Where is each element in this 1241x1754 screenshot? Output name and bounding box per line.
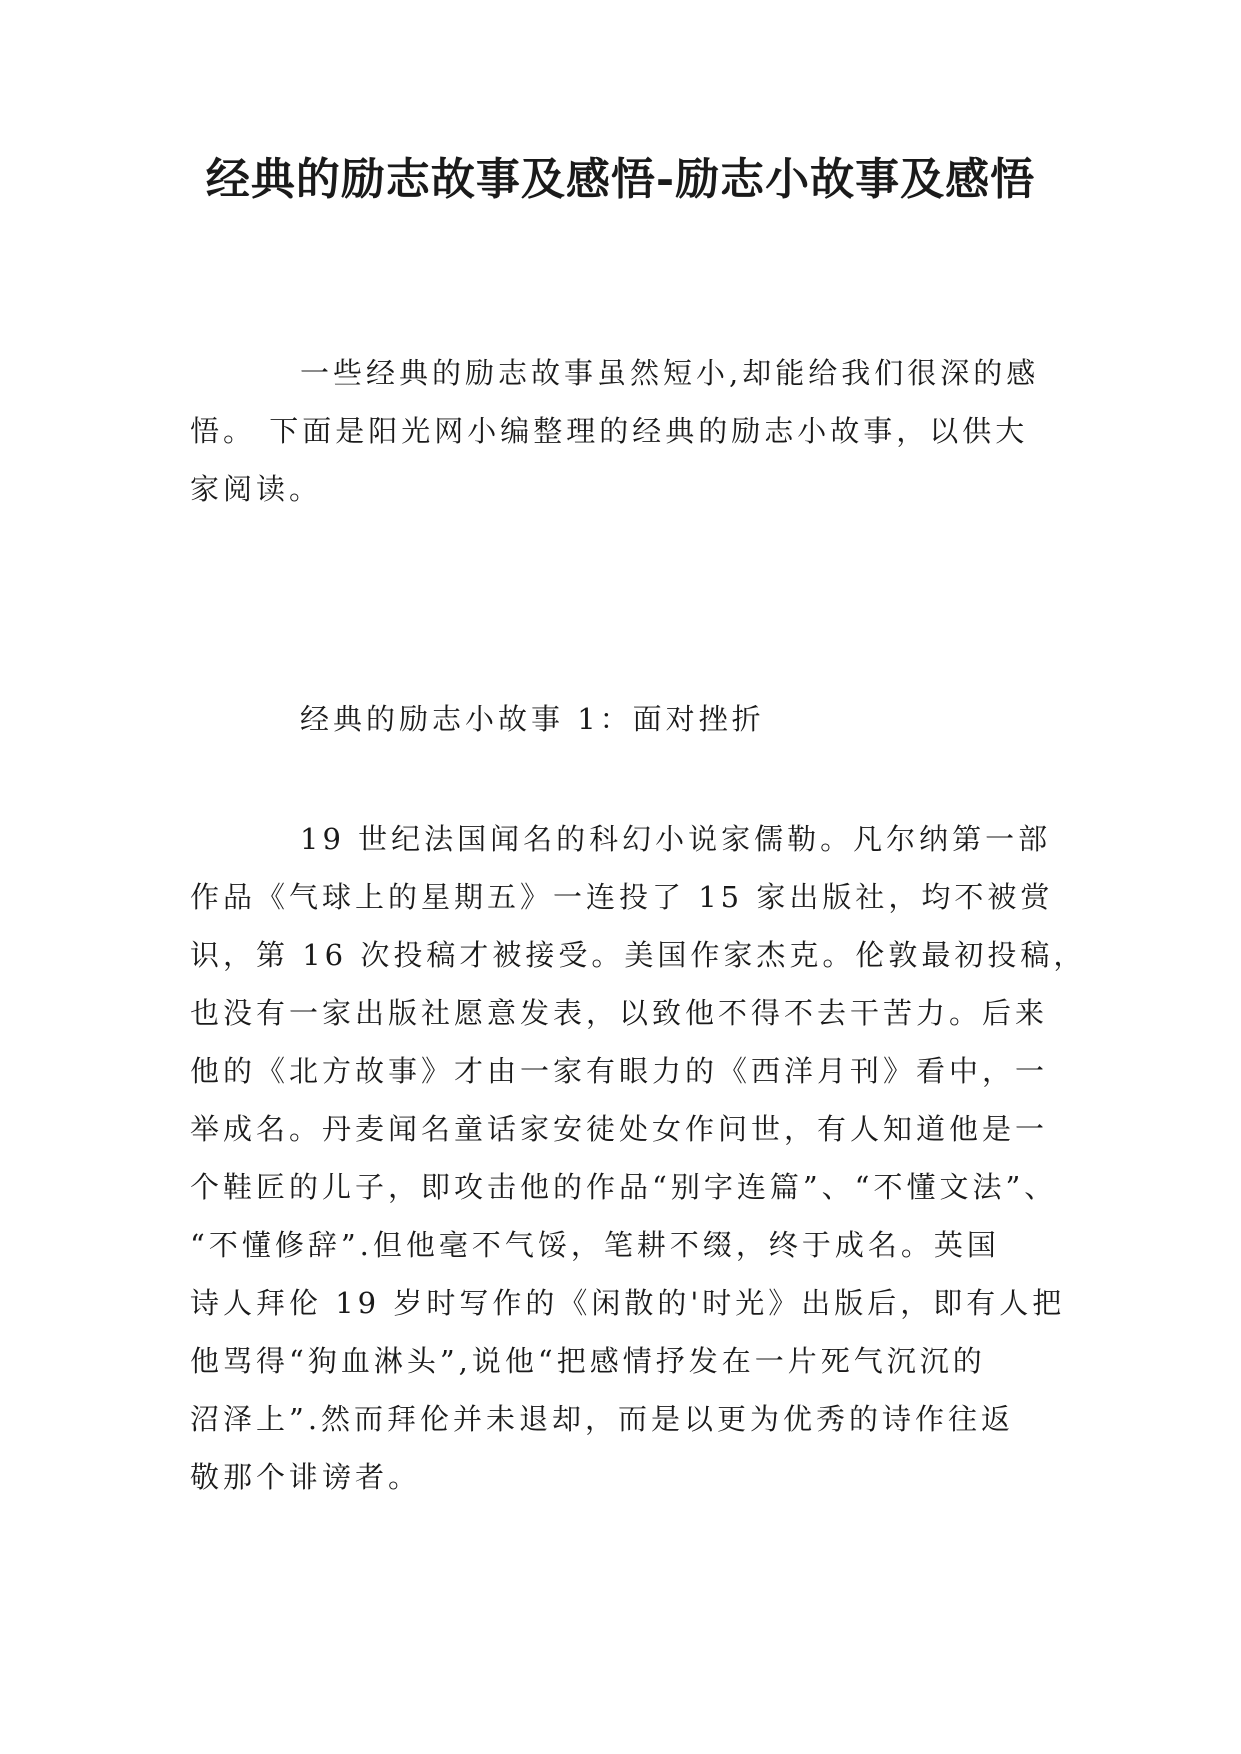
story-line: 举成名。丹麦闻名童话家安徒处女作问世，有人知道他是一 (190, 1112, 1049, 1146)
story-line: “不懂修辞”.但他毫不气馁，笔耕不缀，终于成名。英国 (190, 1228, 1000, 1262)
story-line: 个鞋匠的儿子，即攻击他的作品“别字连篇”、“不懂文法”、 (190, 1170, 1058, 1204)
document-title: 经典的励志故事及感悟-励志小故事及感悟 (205, 154, 1036, 205)
intro-line: 一些经典的励志故事虽然短小,却能给我们很深的感 (300, 356, 1040, 390)
section-heading (190, 690, 1050, 748)
intro-line: 悟。 下面是阳光网小编整理的经典的励志小故事，以供大 (190, 414, 1029, 448)
section-heading-text: 经典的励志小故事 1：面对挫折 (300, 702, 765, 736)
story-line: 他骂得“狗血淋头”,说他“把感情抒发在一片死气沉沉的 (190, 1344, 986, 1378)
story-line: 沼泽上”.然而拜伦并未退却，而是以更为优秀的诗作往返 (190, 1402, 1015, 1436)
story-line: 19 世纪法国闻名的科幻小说家儒勒。凡尔纳第一部 (300, 822, 1052, 856)
story-line: 识，第 16 次投稿才被接受。美国作家杰克。伦敦最初投稿， (190, 938, 1087, 972)
story-line: 作品《气球上的星期五》一连投了 15 家出版社，均不被赏 (190, 880, 1054, 914)
intro-line: 家阅读。 (190, 472, 323, 506)
story-line: 诗人拜伦 19 岁时写作的《闲散的'时光》出版后，即有人把 (190, 1286, 1066, 1320)
story-line: 敬那个诽谤者。 (190, 1460, 422, 1494)
story-line: 也没有一家出版社愿意发表，以致他不得不去干苦力。后来 (190, 996, 1049, 1030)
intro-paragraph (190, 344, 1050, 518)
story-line: 他的《北方故事》才由一家有眼力的《西洋月刊》看中，一 (190, 1054, 1049, 1088)
story-paragraph (190, 810, 1087, 1506)
